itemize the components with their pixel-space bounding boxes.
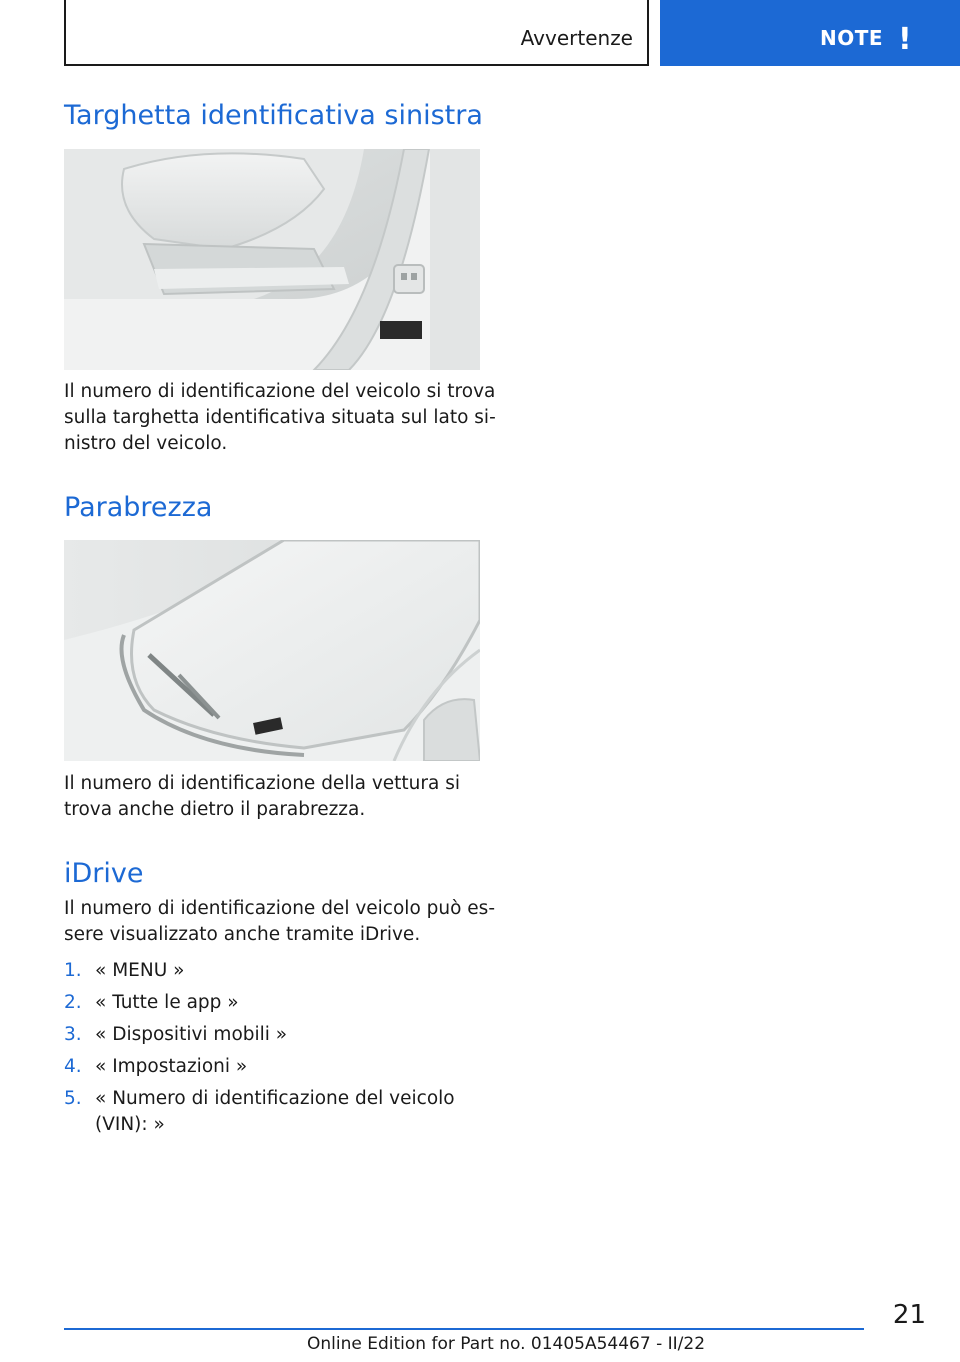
text-line: sere visualizzato anche tramite iDrive. (64, 924, 421, 945)
page-number: 21 (892, 1300, 926, 1330)
idrive-steps-list (64, 958, 480, 1144)
step-number: 1. (64, 960, 82, 981)
paragraph-idrive (64, 896, 496, 948)
header-note-tab[interactable] (660, 0, 960, 66)
type-plate-illustration (64, 149, 480, 370)
step-number: 2. (64, 992, 82, 1013)
footer-divider (64, 1328, 864, 1330)
list-item (64, 1022, 480, 1054)
windshield-illustration (64, 540, 480, 761)
text-line: « Dispositivi mobili » (95, 1024, 288, 1045)
text-line: nistro del veicolo. (64, 433, 228, 454)
text-line: trova anche dietro il parabrezza. (64, 799, 366, 820)
section-title-targhetta: Targhetta identificativa sinistra (64, 100, 483, 131)
step-text (95, 1086, 455, 1138)
step-text (95, 1022, 287, 1048)
section-title-idrive: iDrive (64, 858, 144, 889)
text-line: « Impostazioni » (95, 1056, 248, 1077)
text-line: Il numero di identificazione del veicolo può es- (64, 898, 496, 919)
step-number: 3. (64, 1024, 82, 1045)
header-section-label: Avvertenze (520, 26, 633, 50)
text-line: Il numero di identificazione della vettura si (64, 773, 460, 794)
paragraph-parabrezza (64, 771, 480, 823)
list-item (64, 1054, 480, 1086)
figure-type-plate-image (64, 149, 480, 370)
text-line: sulla targhetta identificativa situata sul lato si- (64, 407, 496, 428)
list-item (64, 990, 480, 1022)
figure-windshield-image (64, 540, 480, 761)
list-item (64, 958, 480, 990)
step-text (95, 990, 239, 1016)
footer-edition-text: Online Edition for Part no. 01405A54467 - II/22 (307, 1334, 706, 1354)
step-text (95, 958, 184, 984)
text-line: Il numero di identificazione del veicolo si trova (64, 381, 496, 402)
exclamation-icon: ! (898, 22, 912, 57)
text-line: « MENU » (95, 960, 185, 981)
step-text (95, 1054, 247, 1080)
header-note-label: NOTE (820, 26, 884, 50)
step-number: 5. (64, 1088, 82, 1109)
section-title-parabrezza: Parabrezza (64, 492, 213, 523)
text-line: « Numero di identificazione del veicolo (95, 1088, 455, 1109)
text-line: « Tutte le app » (95, 992, 239, 1013)
step-number: 4. (64, 1056, 82, 1077)
list-item (64, 1086, 480, 1144)
text-line: (VIN): » (95, 1114, 165, 1135)
paragraph-targhetta (64, 379, 496, 457)
header-section-box (64, 0, 649, 66)
